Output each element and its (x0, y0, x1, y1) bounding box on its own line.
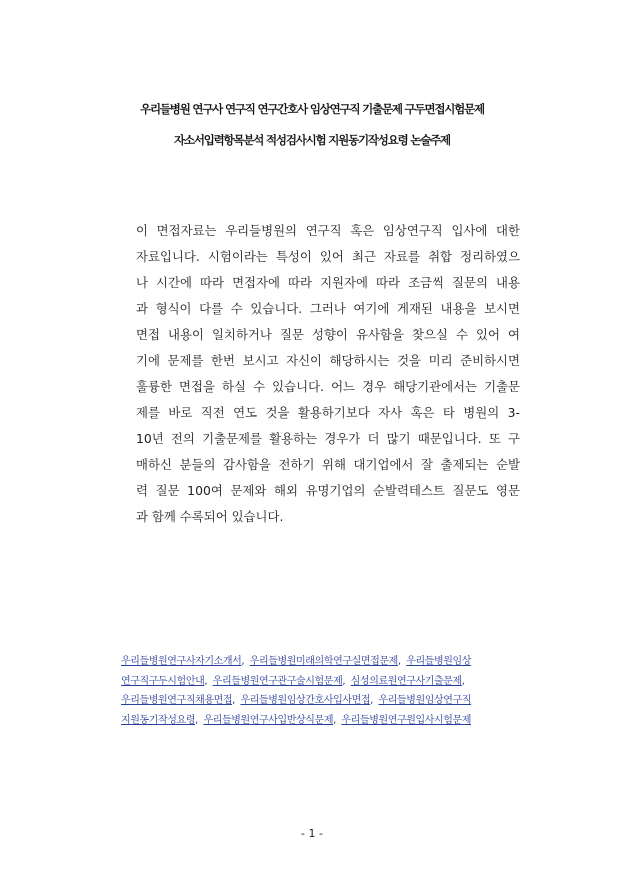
related-link[interactable]: 심성의료원연구사기출문제 (350, 675, 462, 687)
related-link[interactable]: 우리들병원연구관구술시험문제 (212, 675, 343, 687)
link-separator: , (397, 656, 401, 667)
body-line: 과 형식이 다를 수 있습니다. 그러나 여기에 게재된 내용을 보시면 (136, 301, 520, 316)
link-separator: , (461, 675, 465, 687)
related-link[interactable]: 연구직구두시험안내 (121, 675, 205, 687)
body-line: 10년 전의 기출문제를 활용하는 경우가 더 많기 때문입니다. 또 구 (136, 431, 520, 446)
document-title-line-1: 우리들병원 연구사 연구직 연구간호사 임상연구직 기출문제 구두면접시험문제 (140, 102, 484, 116)
link-line-3 (121, 691, 521, 711)
link-line-1 (121, 652, 521, 672)
related-link[interactable]: 우리들병원임상연구직 (378, 695, 472, 706)
related-link[interactable]: 우리들병원임상간호사입사면접 (240, 695, 371, 706)
page-number: - 1 - (301, 827, 323, 840)
related-link[interactable]: 우리들병원연구사입반상식문제 (203, 714, 334, 726)
body-line: 면접 내용이 일치하거나 질문 성향이 유사함을 찾으실 수 있어 여 (136, 327, 520, 342)
body-line: 매하신 분들의 감사함을 전하기 위해 대기업에서 잘 출제되는 순발 (136, 457, 520, 472)
related-link[interactable]: 우리들병원임상 (406, 656, 472, 667)
related-link[interactable]: 지원동기작성요령 (121, 714, 196, 726)
link-separator: , (241, 656, 245, 667)
document-title-line-2: 자소서입력항목분석 적성검사시험 지원동기작성요령 논술주제 (174, 133, 450, 147)
body-line: 과 함께 수록되어 있습니다. (136, 509, 284, 524)
related-link[interactable]: 우리들병원연구직채용면접 (121, 695, 233, 706)
body-line: 력 질문 100여 문제와 해외 유명기업의 순발력테스트 질문도 영문 (136, 483, 520, 498)
link-separator: , (204, 675, 208, 687)
link-separator: , (333, 714, 336, 726)
body-line: 나 시간에 따라 면접자에 따라 지원자에 따라 조금씩 질문의 내용 (136, 275, 520, 290)
related-link[interactable]: 우리들병원미래의학연구실면접문제 (249, 656, 398, 667)
link-separator: , (195, 714, 198, 726)
related-links (121, 652, 521, 730)
body-line: 제를 바로 직전 연도 것을 활용하기보다 자사 혹은 타 병원의 3- (136, 405, 520, 420)
body-line: 자료입니다. 시험이라는 특성이 있어 최근 자료를 취합 정리하였으 (136, 249, 520, 264)
link-separator: , (342, 675, 346, 687)
related-link[interactable]: 우리들병원연구사자기소개서 (121, 656, 242, 667)
link-separator: , (370, 695, 373, 706)
link-line-4 (121, 711, 521, 731)
link-separator: , (232, 695, 235, 706)
body-line: 기에 문제를 한번 보시고 자신이 해당하시는 것을 미리 준비하시면 (136, 353, 520, 368)
body-paragraph (136, 218, 520, 530)
link-line-2 (121, 672, 521, 692)
body-line: 이 면접자료는 우리들병원의 연구직 혹은 임상연구직 입사에 대한 (136, 223, 520, 238)
body-line: 훌륭한 면접을 하실 수 있습니다. 어느 경우 해당기관에서는 기출문 (136, 379, 520, 394)
related-link[interactable]: 우리들병원연구원입사시험문제 (341, 714, 472, 726)
